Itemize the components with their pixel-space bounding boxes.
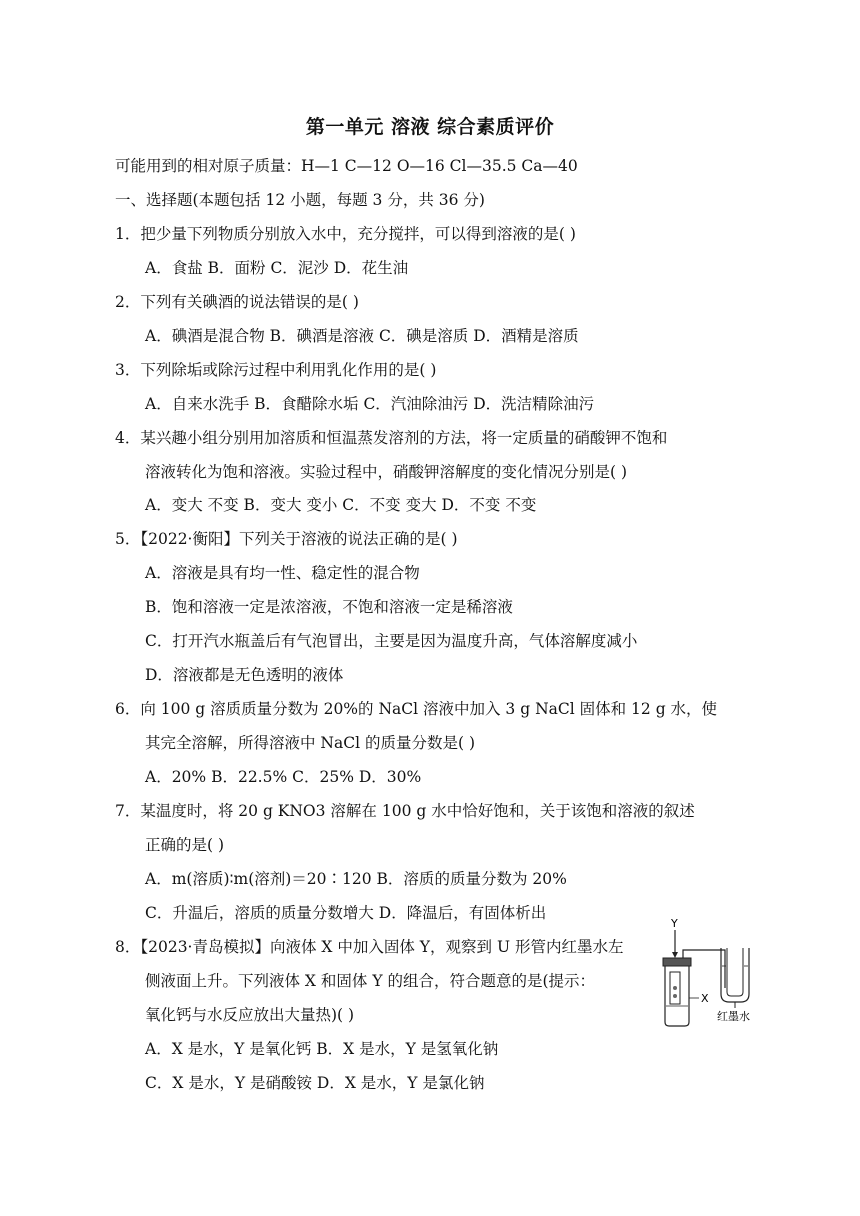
- question-6-stem: 6．向 100 g 溶质质量分数为 20%的 NaCl 溶液中加入 3 g NaCl 固体和 12 g 水，使: [115, 700, 718, 718]
- page-title: 第一单元 溶液 综合素质评价: [305, 116, 555, 138]
- question-5-option-b: B．饱和溶液一定是浓溶液，不饱和溶液一定是稀溶液: [145, 598, 513, 616]
- figure-label-x: X: [701, 992, 709, 1005]
- question-4-stem: 4．某兴趣小组分别用加溶质和恒温蒸发溶剂的方法，将一定质量的硝酸钾不饱和: [115, 429, 668, 447]
- question-1-stem: 1．把少量下列物质分别放入水中，充分搅拌，可以得到溶液的是( ): [115, 225, 576, 243]
- question-8-options-cd: C．X 是水，Y 是硝酸铵 D．X 是水，Y 是氯化钠: [145, 1074, 485, 1092]
- question-7-stem: 7．某温度时，将 20 g KNO3 溶解在 100 g 水中恰好饱和，关于该饱和溶液的叙述: [115, 802, 695, 820]
- question-8-options-ab: A．X 是水，Y 是氧化钙 B．X 是水，Y 是氢氧化钠: [145, 1040, 499, 1058]
- question-7-options-cd: C．升温后，溶质的质量分数增大 D．降温后，有固体析出: [145, 904, 547, 922]
- section-heading: 一、选择题(本题包括 12 小题，每题 3 分，共 36 分): [115, 191, 485, 209]
- atomic-mass-line: 可能用到的相对原子质量：H—1 C—12 O—16 Cl—35.5 Ca—40: [115, 157, 578, 175]
- question-7-stem-cont: 正确的是( ): [145, 836, 225, 854]
- question-6-options: A．20% B．22.5% C．25% D．30%: [145, 768, 422, 786]
- question-6-stem-cont: 其完全溶解，所得溶液中 NaCl 的质量分数是( ): [145, 734, 475, 752]
- question-7-options-ab: A．m(溶质)∶m(溶剂)＝20∶120 B．溶质的质量分数为 20%: [145, 870, 567, 888]
- question-8-stem: 8．【2023·青岛模拟】向液体 X 中加入固体 Y，观察到 U 形管内红墨水左: [115, 938, 624, 956]
- question-2-options: A．碘酒是混合物 B．碘酒是溶液 C．碘是溶质 D．酒精是溶质: [145, 327, 579, 345]
- question-5-stem: 5．【2022·衡阳】下列关于溶液的说法正确的是( ): [115, 530, 458, 548]
- question-4-stem-cont: 溶液转化为饱和溶液。实验过程中，硝酸钾溶解度的变化情况分别是( ): [145, 463, 628, 481]
- question-8-stem-cont: 侧液面上升。下列液体 X 和固体 Y 的组合，符合题意的是(提示：: [145, 972, 596, 990]
- u-tube-apparatus-figure: [655, 918, 765, 1028]
- question-3-options: A．自来水洗手 B．食醋除水垢 C．汽油除油污 D．洗洁精除油污: [145, 395, 595, 413]
- figure-label-red-ink: 红墨水: [717, 1010, 750, 1023]
- question-1-options: A．食盐 B．面粉 C．泥沙 D．花生油: [145, 259, 409, 277]
- question-3-stem: 3．下列除垢或除污过程中利用乳化作用的是( ): [115, 361, 437, 379]
- figure-label-y: Y: [671, 918, 678, 930]
- question-2-stem: 2．下列有关碘酒的说法错误的是( ): [115, 293, 359, 311]
- question-5-option-d: D．溶液都是无色透明的液体: [145, 666, 344, 684]
- question-4-options: A．变大 不变 B．变大 变小 C．不变 变大 D．不变 不变: [145, 496, 537, 514]
- question-5-option-a: A．溶液是具有均一性、稳定性的混合物: [145, 564, 420, 582]
- question-5-option-c: C．打开汽水瓶盖后有气泡冒出，主要是因为温度升高，气体溶解度减小: [145, 632, 638, 650]
- question-8-stem-cont2: 氧化钙与水反应放出大量热)( ): [145, 1006, 355, 1024]
